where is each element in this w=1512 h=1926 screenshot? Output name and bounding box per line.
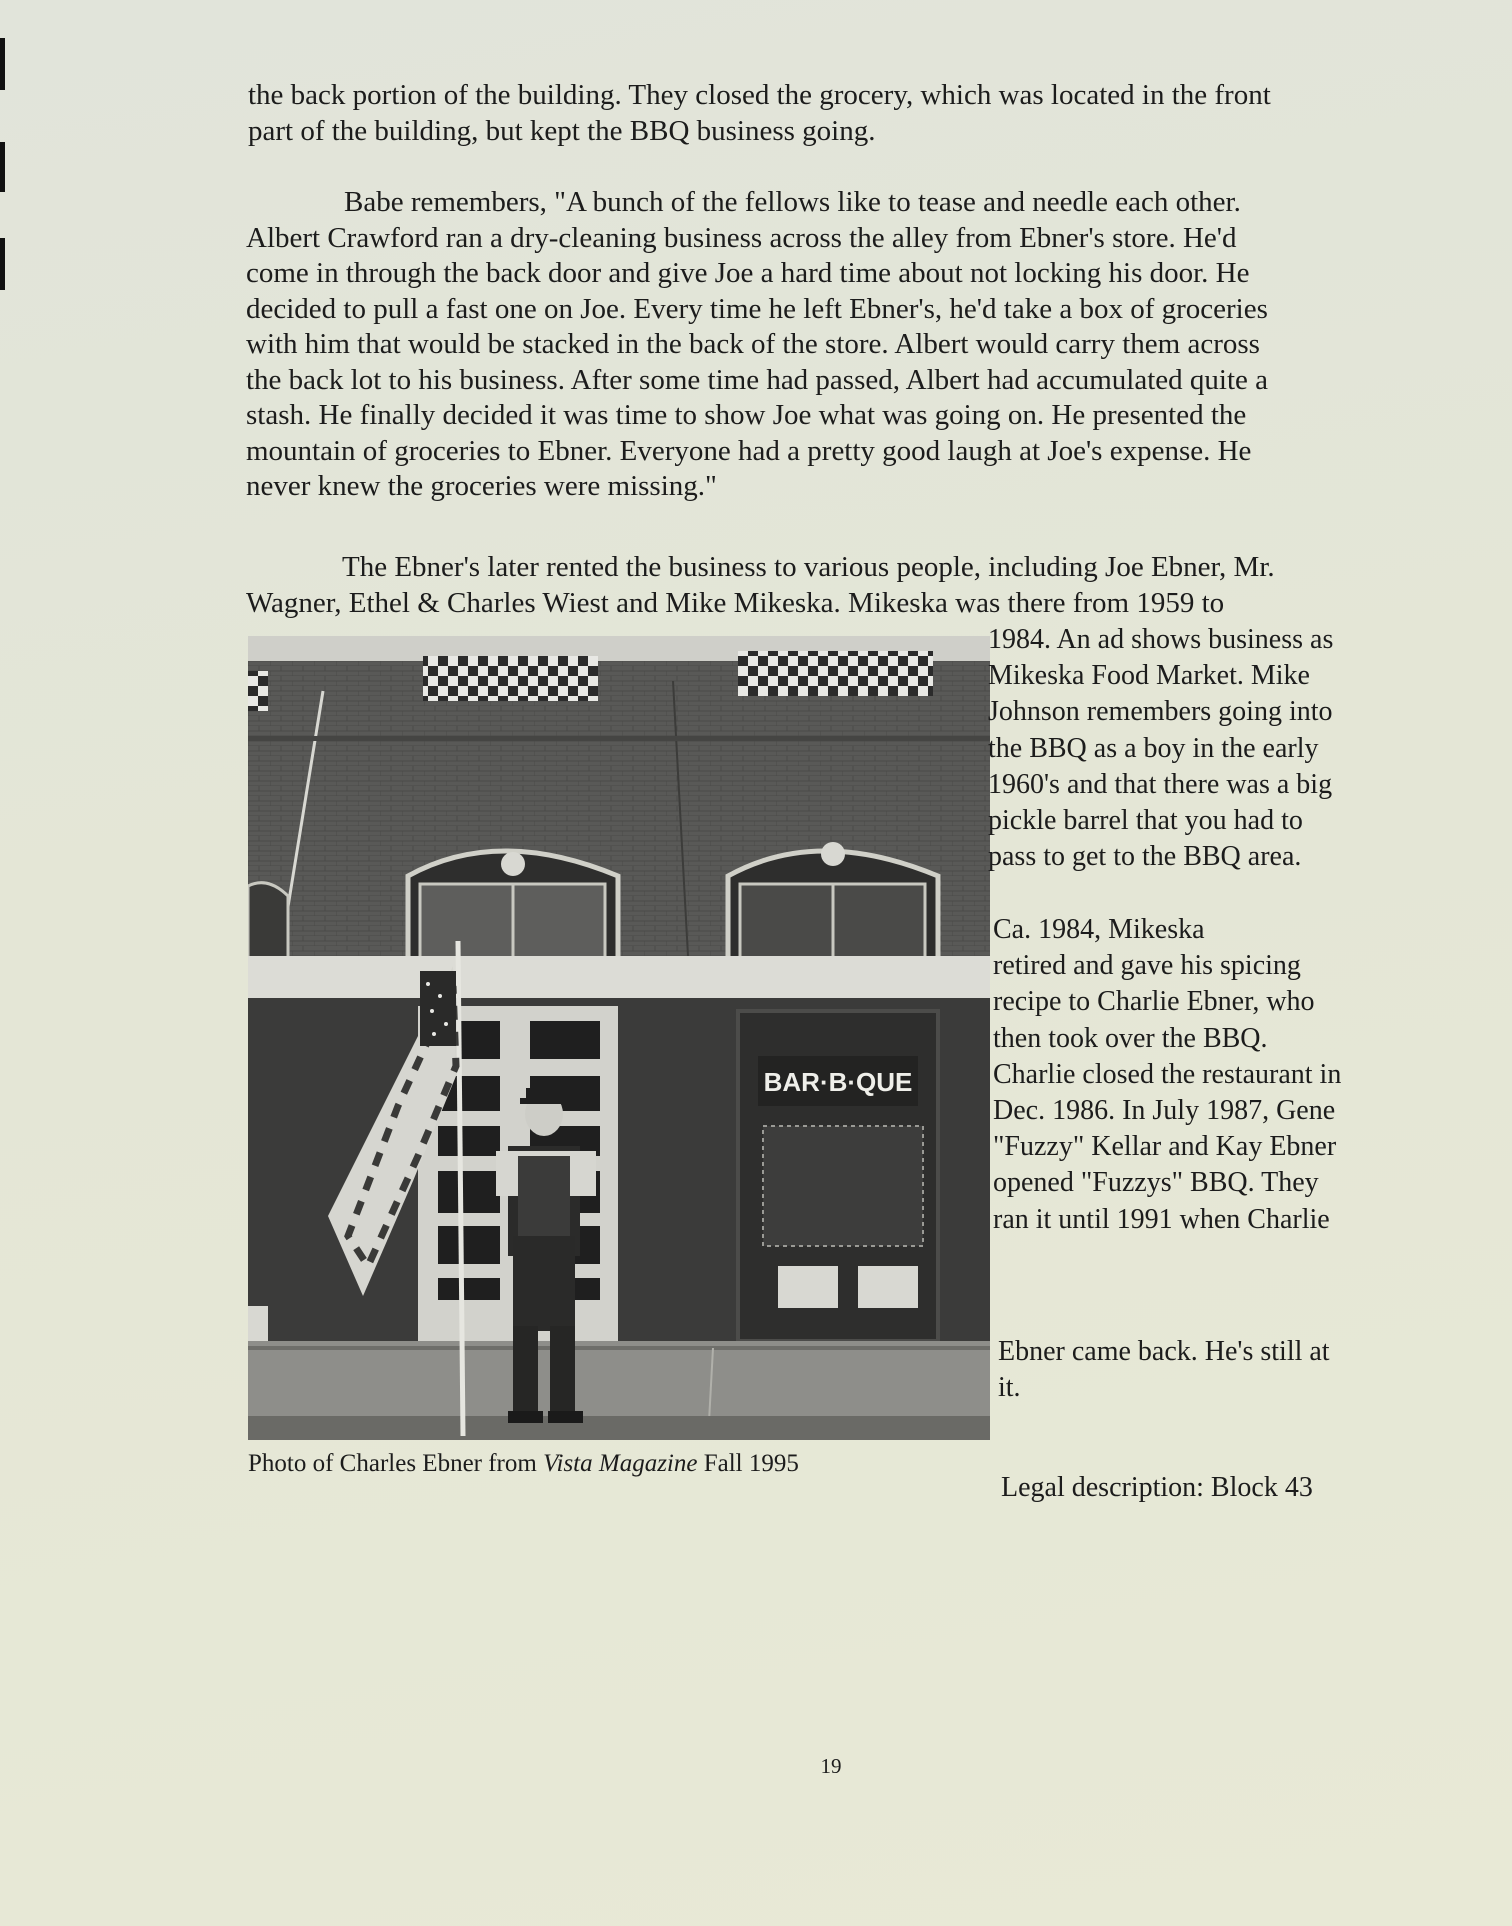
caption-suffix: Fall 1995 xyxy=(697,1450,799,1477)
caption-prefix: Photo of Charles Ebner from xyxy=(248,1450,544,1477)
side-paragraph-charlie: Ca. 1984, Mikeska retired and gave his spicing recipe to Charlie Ebner, who then took over the BBQ. Charlie closed the restaurant in Dec. 1986. In July 1987, Gene "Fuzzy" Kellar and Kay Ebner opened "Fuzzys" BBQ. They ran it until 1991 when Charlie xyxy=(993,914,1342,1235)
caption-magazine: Vista Magazine xyxy=(543,1450,698,1477)
page-number: 19 xyxy=(820,1754,842,1778)
legal-description: Legal description: Block 43 xyxy=(1001,1472,1313,1503)
photo-caption xyxy=(248,1450,799,1478)
binding-mark xyxy=(0,142,5,192)
side-paragraph-still-at-it: Ebner came back. He's still at it. xyxy=(998,1336,1330,1404)
photo-charles-ebner xyxy=(248,636,990,1440)
binding-mark xyxy=(0,38,5,90)
paragraph-babe-remembers: Babe remembers, "A bunch of the fellows like to tease and needle each other. Albert Crawford ran a dry-cleaning business across the alley from Ebner's store. He'd come in through the back door and give Joe a hard time about not locking his door. He decided to pull a fast one on Joe. Every time he left Ebner's, he'd take a box of groceries with him that would be stacked in the back of the store. Albert would carry them across the back lot to his business. After some time had passed, Albert had accumulated quite a stash. He finally decided it was time to show Joe what was going on. He presented the mountain of groceries to Ebner. Everyone had a pretty good laugh at Joe's expense. He never knew the groceries were missing." xyxy=(246,186,1268,502)
paragraph-rentals: The Ebner's later rented the business to various people, including Joe Ebner, Mr. Wagner, Ethel & Charles Wiest and Mike Mikeska. Mikeska was there from 1959 to xyxy=(246,551,1275,619)
paragraph-intro: the back portion of the building. They closed the grocery, which was located in the front part of the building, but kept the BBQ business going. xyxy=(248,79,1271,147)
barbque-sign: BAR·B·QUE xyxy=(763,1067,913,1097)
binding-mark xyxy=(0,238,5,290)
side-paragraph-mikeska: 1984. An ad shows business as Mikeska Food Market. Mike Johnson remembers going into the BBQ as a boy in the early 1960's and that there was a big pickle barrel that you had to pass to get to the BBQ area. xyxy=(988,624,1334,873)
